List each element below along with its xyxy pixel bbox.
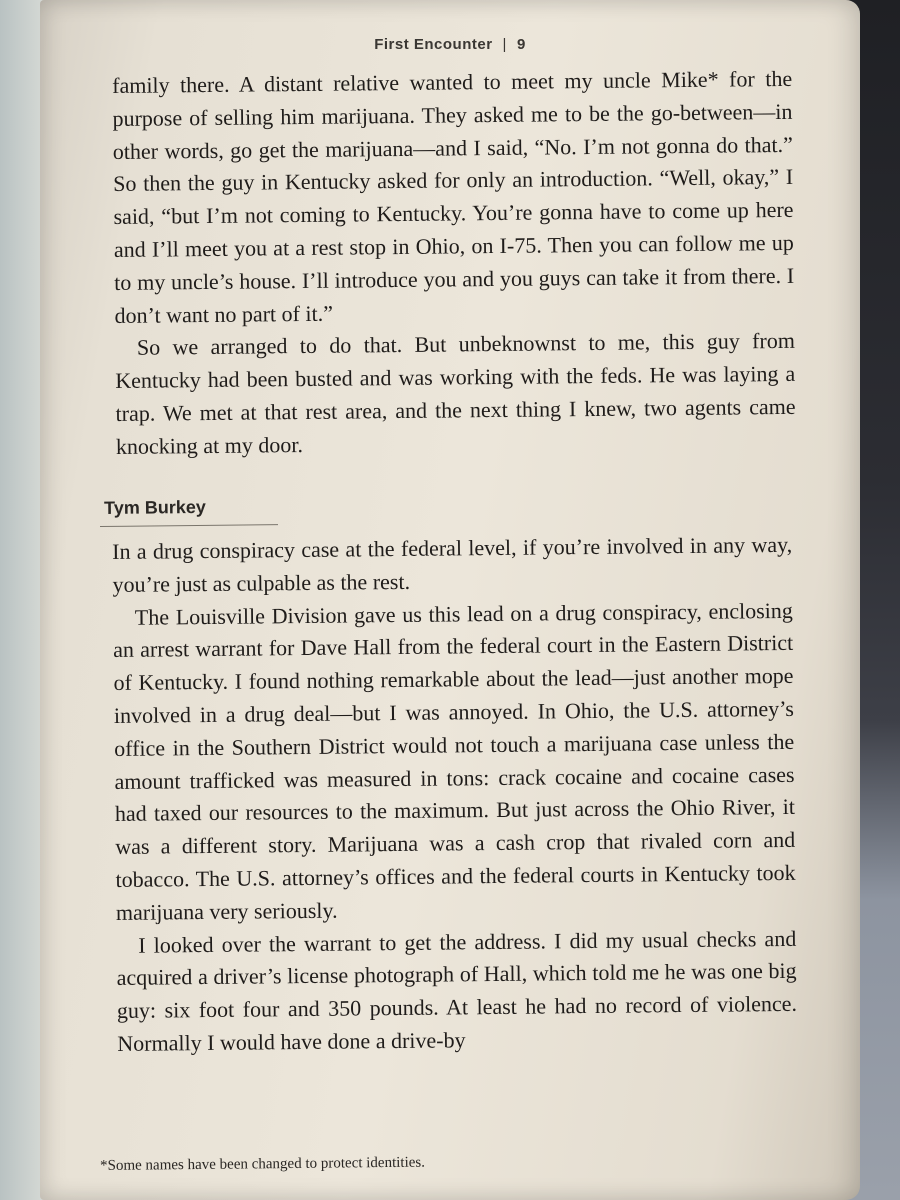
paragraph: In a drug conspiracy case at the federal level, if you’re involved in any way, you’re just as culpable as the rest. [112, 531, 793, 597]
running-head [40, 36, 860, 53]
chapter-title: First Encounter [374, 36, 493, 53]
paragraph: I looked over the warrant to get the address. I did my usual checks and acquired a driver’s license photograph of Hall, which told me he was one big guy: six foot four and 350 pounds. At least he had no record of violence. Normally I would have done a drive-by [116, 925, 798, 1056]
paragraph: So we arranged to do that. But unbeknownst to me, this guy from Kentucky had been busted and was working with the feds. He was laying a trap. We met at that rest area, and the next thing I knew, two agents came knocking at my door. [115, 328, 796, 459]
footnote: *Some names have been changed to protect identities. [100, 1154, 426, 1174]
text-block-bottom [112, 529, 797, 1061]
speaker-heading: Tym Burkey [104, 496, 206, 518]
header-separator: | [502, 36, 507, 53]
paragraph: family there. A distant relative wanted to meet my uncle Mike* for the purpose of selling him marijuana. They asked me to be the go-between—in other words, go get the marijuana—and I said, “No. I’m not gonna do that.” So then the guy in Kentucky asked for only an introduction. “Well, okay,” I said, “but I’m not coming to Kentucky. You’re gonna have to come up here and I’ll meet you at a rest stop in Ohio, on I-75. Then you can follow me up to my uncle’s house. I’ll introduce you and you guys can take it from there. I don’t want no part of it.” [112, 65, 795, 328]
text-block-top [112, 63, 796, 464]
paragraph: The Louisville Division gave us this lead on a drug conspiracy, enclosing an arrest warrant for Dave Hall from the federal court in the Eastern District of Kentucky. I found nothing remarkable about the lead—just another mope involved in a drug deal—but I was annoyed. In Ohio, the U.S. attorney’s office in the Southern District would not touch a marijuana case unless the amount trafficked was measured in tons: crack cocaine and cocaine cases had taxed our resources to the maximum. But just across the Ohio River, it was a different story. Marijuana was a cash crop that rivaled corn and tobacco. The U.S. attorney’s offices and the federal courts in Kentucky took marijuana very seriously. [113, 597, 796, 925]
page-number: 9 [516, 36, 526, 53]
speaker-rule [100, 524, 278, 527]
book-page [40, 0, 860, 1200]
